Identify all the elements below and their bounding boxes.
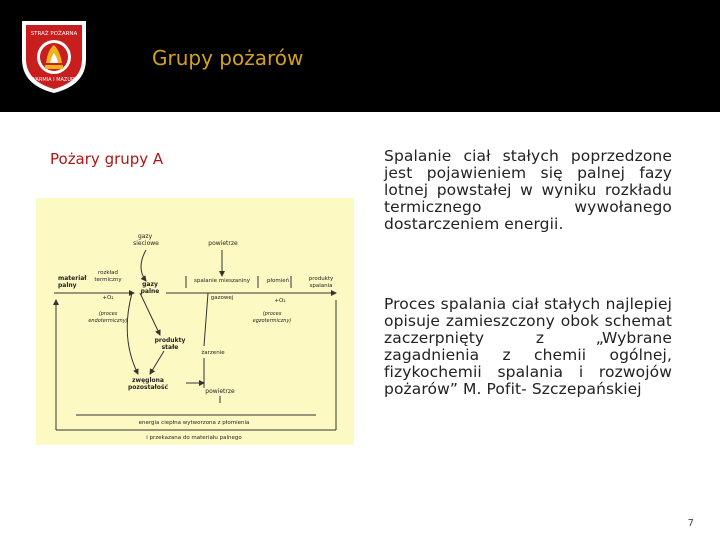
label-proces-egzo: (proces egzotermiczny) bbox=[252, 311, 292, 324]
label-o2-right: +O₂ bbox=[274, 298, 286, 304]
label-produkty-spalania: produkty spalania bbox=[308, 276, 334, 289]
header-bar bbox=[0, 0, 720, 112]
page-title: Grupy pożarów bbox=[152, 46, 304, 70]
label-zarzenie: żarzenie bbox=[201, 350, 225, 356]
label-material-palny: materiał palny bbox=[58, 275, 87, 289]
label-powietrze-bottom: powietrze bbox=[205, 388, 235, 395]
page-number: 7 bbox=[687, 518, 694, 529]
label-gazy-palne: gazy palne bbox=[140, 281, 160, 295]
label-proces-endo: (proces endotermiczny) bbox=[88, 311, 128, 324]
section-heading: Pożary grupy A bbox=[50, 150, 164, 168]
label-energia-l2: i przekazana do materiału palnego bbox=[146, 435, 242, 441]
label-spalanie: spalanie mieszaniny bbox=[194, 278, 250, 284]
label-zweglona: zwęglona pozostałość bbox=[128, 377, 168, 391]
label-produkty-stale: produkty stałe bbox=[154, 337, 186, 351]
label-gazy-sieciowe-l1: gazy bbox=[137, 233, 153, 240]
label-gazowej: gazowej bbox=[210, 295, 234, 301]
svg-text:WARMIA I MAZURY: WARMIA I MAZURY bbox=[30, 77, 78, 83]
label-powietrze-top: powietrze bbox=[208, 240, 238, 247]
combustion-diagram bbox=[36, 198, 354, 445]
svg-text:STRAŻ POŻARNA: STRAŻ POŻARNA bbox=[30, 31, 78, 37]
label-gazy-sieciowe-l2: sieciowe bbox=[133, 240, 159, 247]
label-gazy-sieciowe bbox=[133, 233, 159, 247]
label-plomien: płomień bbox=[266, 278, 290, 284]
label-energia-l1: energia ciepłna wytworzona z płomienia bbox=[138, 420, 250, 426]
label-o2-left: +O₂ bbox=[102, 295, 114, 301]
label-rozklad-termiczny: rozkład termiczny bbox=[94, 270, 122, 283]
fire-brigade-logo bbox=[18, 15, 90, 95]
paragraph-combustion-intro: Spalanie ciał stałych poprzedzone jest pojawieniem się palnej fazy lotnej powstałej w wyniku rozkładu termicznego wywołanego dostarczeniem energii. bbox=[384, 147, 672, 233]
paragraph-process-source: Proces spalania ciał stałych najlepiej opisuje zamieszczony obok schemat zaczerpnięty z „Wybrane zagadnienia z chemii ogólnej, fizykochemii spalania i rozwojów pożarów” M. Pofit- Szczepańskiej bbox=[384, 295, 672, 398]
